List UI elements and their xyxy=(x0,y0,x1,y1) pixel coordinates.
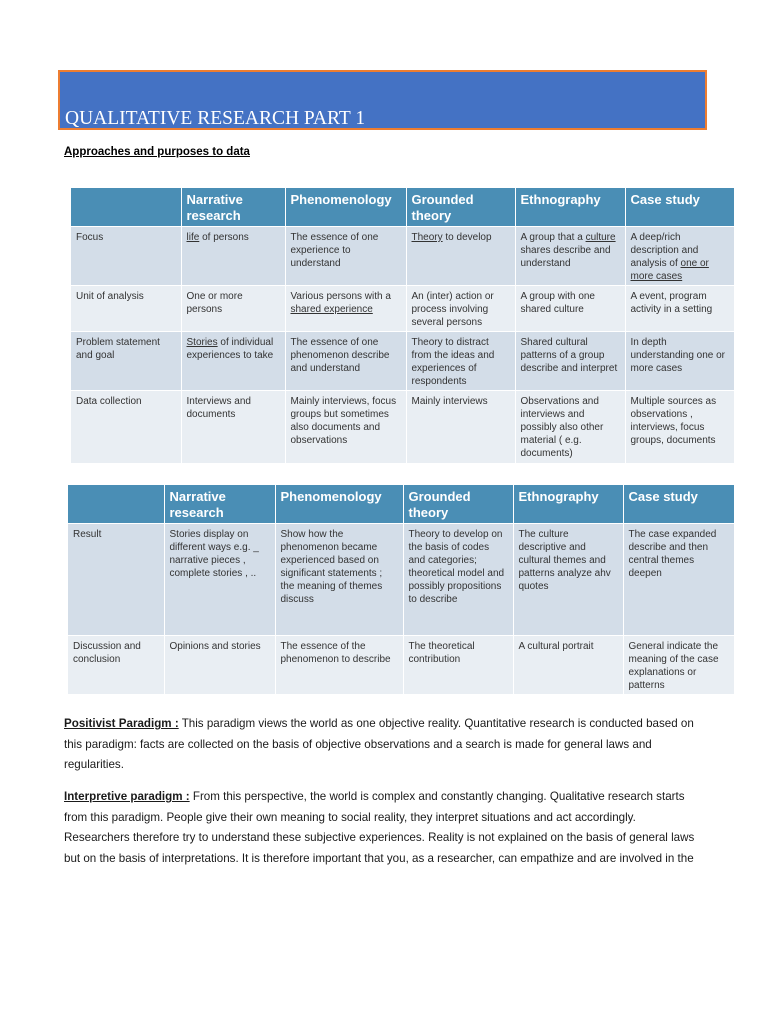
table-header-row xyxy=(68,485,734,524)
paragraph-label: Positivist Paradigm : xyxy=(64,717,179,730)
table-header-cell: Phenomenology xyxy=(285,188,406,227)
table-cell: An (inter) action or process involving several persons xyxy=(406,286,515,332)
approaches-table-1 xyxy=(71,188,735,463)
interpretive-paragraph xyxy=(64,787,704,869)
table-row xyxy=(71,391,734,463)
cell-text: shares describe and understand xyxy=(520,245,611,269)
table-cell: Theory to develop on the basis of codes and categories; theoretical model and possibly propositions to describe xyxy=(403,524,513,636)
table-cell xyxy=(515,227,625,286)
table-header-cell xyxy=(68,485,164,524)
table-header-cell: Case study xyxy=(625,188,734,227)
table-cell: Mainly interviews xyxy=(406,391,515,463)
underlined-term: culture xyxy=(585,232,616,243)
underlined-term: life xyxy=(186,232,200,243)
paragraph-text: This paradigm views the world as one objective reality. Quantitative research is conducted based on this paradigm: facts are collected on the basis of objective observations and a search is made for general laws and regularities. xyxy=(64,717,694,771)
table-cell: One or more persons xyxy=(181,286,285,332)
table-cell: Observations and interviews and possibly also other material ( e.g. documents) xyxy=(515,391,625,463)
table-cell: Show how the phenomenon became experienced based on significant statements ; the meaning of themes discuss xyxy=(275,524,403,636)
cell-text: A deep/rich description and analysis of xyxy=(630,232,699,269)
table-header-cell: Narrative research xyxy=(181,188,285,227)
paragraph-label: Interpretive paradigm : xyxy=(64,790,190,803)
table-row xyxy=(71,227,734,286)
table-cell: The essence of one experience to understand xyxy=(285,227,406,286)
table-header-cell xyxy=(71,188,181,227)
table-header-cell: Narrative research xyxy=(164,485,275,524)
table-header-cell: Grounded theory xyxy=(403,485,513,524)
underlined-term: one or more cases xyxy=(630,258,709,282)
cell-text: to develop xyxy=(442,232,492,243)
cell-text: A group that a xyxy=(520,232,586,243)
paragraph-text: From this perspective, the world is complex and constantly changing. Qualitative research starts from this paradigm. People give their own meaning to social reality, they interpret situations and act accordingly. Researchers therefore try to understand these subjective experiences. Reality is not explained on the basis of general laws but on the basis of interpretations. It is therefore important that you, as a researcher, can empathize and are involved in the xyxy=(64,790,695,865)
row-label-cell: Problem statement and goal xyxy=(71,332,181,391)
table-row xyxy=(71,332,734,391)
table-cell: The case expanded describe and then central themes deepen xyxy=(623,524,734,636)
cell-text: of individual experiences to take xyxy=(186,337,274,361)
table-cell: Shared cultural patterns of a group describe and interpret xyxy=(515,332,625,391)
row-label-cell: Data collection xyxy=(71,391,181,463)
table-row xyxy=(68,636,734,695)
table-cell: Opinions and stories xyxy=(164,636,275,695)
cell-text: of persons xyxy=(199,232,249,243)
table-cell xyxy=(406,227,515,286)
row-label-cell: Unit of analysis xyxy=(71,286,181,332)
row-label-cell: Discussion and conclusion xyxy=(68,636,164,695)
table-header-cell: Grounded theory xyxy=(406,188,515,227)
table-cell: The essence of the phenomenon to describe xyxy=(275,636,403,695)
underlined-term: shared experience xyxy=(290,304,373,315)
table-header-cell: Case study xyxy=(623,485,734,524)
row-label-cell: Result xyxy=(68,524,164,636)
approaches-table-2 xyxy=(68,485,735,694)
cell-text: Various persons with a xyxy=(290,291,391,302)
row-label-cell: Focus xyxy=(71,227,181,286)
table-header-row xyxy=(71,188,734,227)
table-cell: In depth understanding one or more cases xyxy=(625,332,734,391)
table-cell: A cultural portrait xyxy=(513,636,623,695)
table-header-cell: Phenomenology xyxy=(275,485,403,524)
table-cell xyxy=(285,286,406,332)
table-row xyxy=(71,286,734,332)
table-cell: Stories display on different ways e.g. _ narrative pieces , complete stories , .. xyxy=(164,524,275,636)
table-cell: The culture descriptive and cultural themes and patterns analyze ahv quotes xyxy=(513,524,623,636)
table-cell: Theory to distract from the ideas and experiences of respondents xyxy=(406,332,515,391)
table-cell xyxy=(181,227,285,286)
title-banner xyxy=(58,70,707,130)
table-header-cell: Ethnography xyxy=(513,485,623,524)
table-cell: General indicate the meaning of the case explanations or patterns xyxy=(623,636,734,695)
table-cell: Interviews and documents xyxy=(181,391,285,463)
table-row xyxy=(68,524,734,636)
table-cell xyxy=(181,332,285,391)
table-cell xyxy=(625,227,734,286)
underlined-term: Stories xyxy=(186,337,218,348)
underlined-term: Theory xyxy=(411,232,443,243)
section-subheading: Approaches and purposes to data xyxy=(64,146,250,158)
table-header-cell: Ethnography xyxy=(515,188,625,227)
table-cell: A event, program activity in a setting xyxy=(625,286,734,332)
table-cell: The theoretical contribution xyxy=(403,636,513,695)
table-cell: A group with one shared culture xyxy=(515,286,625,332)
table-cell: Mainly interviews, focus groups but sometimes also documents and observations xyxy=(285,391,406,463)
page-title: QUALITATIVE RESEARCH PART 1 xyxy=(65,108,366,129)
positivist-paragraph xyxy=(64,714,704,776)
table-cell: The essence of one phenomenon describe and understand xyxy=(285,332,406,391)
table-cell: Multiple sources as observations , interviews, focus groups, documents xyxy=(625,391,734,463)
